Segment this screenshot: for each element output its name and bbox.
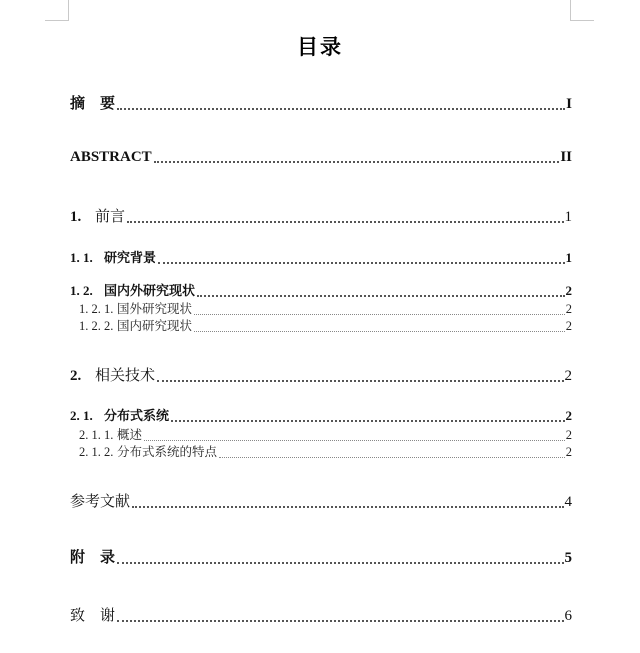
dot-leader — [117, 620, 563, 622]
toc-label: 摘 要 — [70, 96, 116, 112]
toc-entry-appendix[interactable] — [70, 546, 572, 567]
page-number: I — [566, 96, 572, 112]
toc-entry-abstract[interactable] — [70, 149, 572, 166]
toc-label: 研究背景 — [104, 250, 157, 265]
page-number: 1 — [564, 209, 572, 225]
toc-number: 1. 2. 2. — [79, 319, 114, 333]
toc-label: 分布式系统 — [104, 408, 170, 423]
page-number: 2 — [565, 283, 572, 298]
dot-leader — [197, 295, 564, 297]
toc-entry-sec-1[interactable] — [70, 205, 572, 226]
toc-number: 1. 2. 1. — [79, 302, 114, 316]
dot-leader — [194, 314, 565, 315]
page-title: 目录 — [297, 35, 343, 59]
toc-entry-references[interactable] — [70, 490, 572, 511]
toc-label: 附 录 — [70, 550, 116, 566]
toc-label: 参考文献 — [70, 494, 131, 510]
toc-label: 概述 — [117, 428, 143, 442]
page-number: 2 — [565, 445, 572, 459]
page-number: 2 — [565, 319, 572, 333]
toc-number: 2. — [70, 368, 82, 384]
toc-entry-sec-2-1-2[interactable] — [79, 442, 572, 460]
page-number: 1 — [565, 250, 572, 265]
toc-entry-sec-1-2-2[interactable] — [79, 316, 572, 334]
page-number: 5 — [564, 550, 572, 566]
toc-number: 1. 1. — [70, 250, 93, 265]
toc-number: 2. 1. — [70, 408, 93, 423]
toc-entry-sec-1-2-1[interactable] — [79, 299, 572, 317]
toc-label: 前言 — [95, 209, 126, 225]
toc-entry-sec-2[interactable] — [70, 364, 572, 385]
dot-leader — [132, 506, 563, 508]
toc-label: 致 谢 — [70, 608, 116, 624]
page-number: 6 — [564, 608, 572, 624]
toc-label: 国外研究现状 — [117, 302, 193, 316]
toc-label: 国内研究现状 — [117, 319, 193, 333]
toc-entry-summary[interactable] — [70, 92, 572, 113]
page-number: 2 — [564, 368, 572, 384]
dot-leader — [158, 262, 564, 264]
page-number: 2 — [565, 408, 572, 423]
toc-number: 2. 1. 2. — [79, 445, 114, 459]
toc-number: 2. 1. 1. — [79, 428, 114, 442]
toc-entry-sec-2-1-1[interactable] — [79, 425, 572, 443]
toc-number: 1. 2. — [70, 283, 93, 298]
page-number: II — [560, 149, 572, 165]
toc-label: 分布式系统的特点 — [117, 445, 218, 459]
dot-leader — [157, 380, 563, 382]
page-number: 2 — [565, 302, 572, 316]
dot-leader — [171, 420, 564, 422]
toc-entry-sec-2-1[interactable] — [70, 405, 572, 424]
dot-leader — [219, 457, 565, 458]
toc-label: 国内外研究现状 — [104, 283, 196, 298]
margin-corner-mark-top-right — [570, 0, 594, 21]
toc-number: 1. — [70, 209, 82, 225]
margin-corner-mark-top-left — [45, 0, 69, 21]
dot-leader — [154, 161, 560, 163]
dot-leader — [117, 562, 563, 564]
toc-label: 相关技术 — [95, 368, 156, 384]
dot-leader — [144, 440, 565, 441]
toc-entry-sec-1-2[interactable] — [70, 280, 572, 299]
toc-entry-acknowledgements[interactable] — [70, 604, 572, 625]
dot-leader — [127, 221, 563, 223]
dot-leader — [117, 108, 565, 110]
toc-label: ABSTRACT — [70, 149, 152, 165]
toc-entry-sec-1-1[interactable] — [70, 247, 572, 266]
dot-leader — [194, 331, 565, 332]
page-number: 4 — [564, 494, 572, 510]
page-number: 2 — [565, 428, 572, 442]
